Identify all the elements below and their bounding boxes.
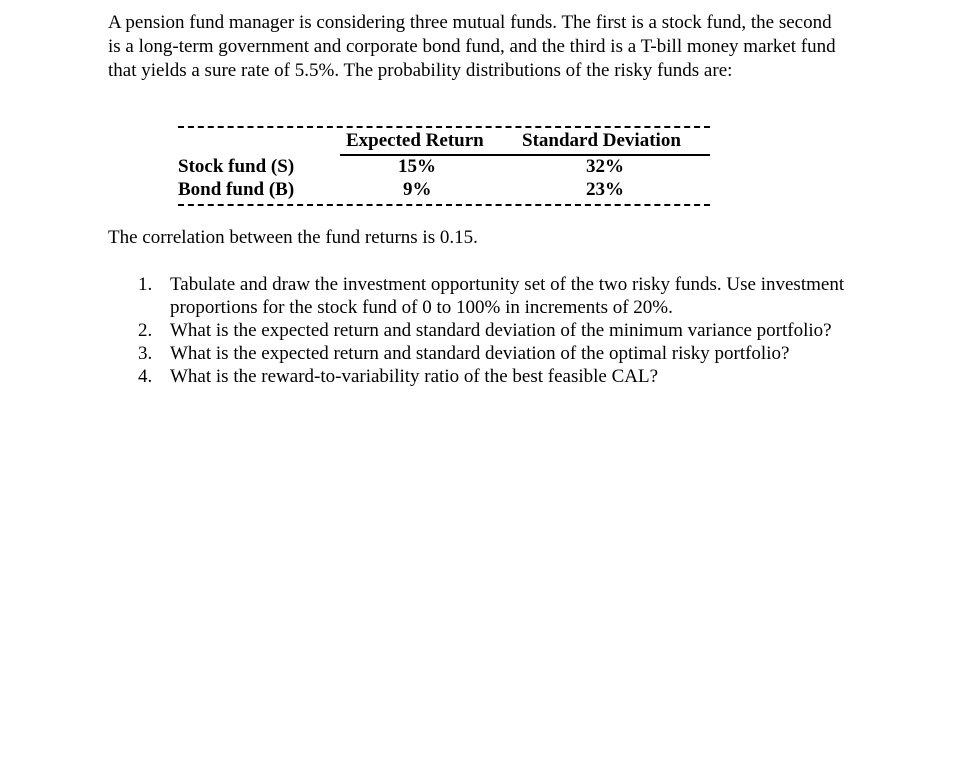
question-number: 1.: [138, 274, 153, 295]
question-number: 4.: [138, 366, 153, 387]
header-expected-return: Expected Return: [346, 130, 484, 151]
table-top-rule: [178, 126, 710, 128]
fund-table: [170, 122, 710, 210]
question-item: [134, 319, 854, 342]
table-bottom-rule: [178, 204, 710, 206]
question-item: [134, 273, 854, 319]
question-list: [134, 273, 854, 388]
question-text: What is the expected return and standard deviation of the optimal risky portfolio?: [170, 343, 790, 364]
correlation-statement: The correlation between the fund returns is 0.15.: [108, 227, 478, 248]
intro-paragraph: A pension fund manager is considering three mutual funds. The first is a stock fund, the second is a long-term government and corporate bond fund, and the third is a T-bill money market fund that yields a sure rate of 5.5%. The probability distributions of the risky funds are:: [108, 12, 836, 81]
question-item: [134, 342, 854, 365]
row-bond-fund-standard-deviation: 23%: [586, 179, 624, 200]
row-bond-fund-name: Bond fund (B): [178, 179, 295, 200]
header-standard-deviation: Standard Deviation: [522, 130, 681, 151]
question-number: 3.: [138, 343, 153, 364]
question-text: Tabulate and draw the investment opportunity set of the two risky funds. Use investment proportions for the stock fund of 0 to 100% in increments of 20%.: [170, 274, 845, 318]
row-stock-fund-standard-deviation: 32%: [586, 156, 624, 177]
row-stock-fund-expected-return: 15%: [398, 156, 436, 177]
row-stock-fund-name: Stock fund (S): [178, 156, 295, 177]
table-header-rule: [340, 154, 710, 156]
row-bond-fund-expected-return: 9%: [403, 179, 432, 200]
question-number: 2.: [138, 320, 153, 341]
question-text: What is the reward-to-variability ratio of the best feasible CAL?: [170, 366, 659, 387]
question-text: What is the expected return and standard deviation of the minimum variance portfolio?: [170, 320, 832, 341]
question-item: [134, 365, 854, 388]
